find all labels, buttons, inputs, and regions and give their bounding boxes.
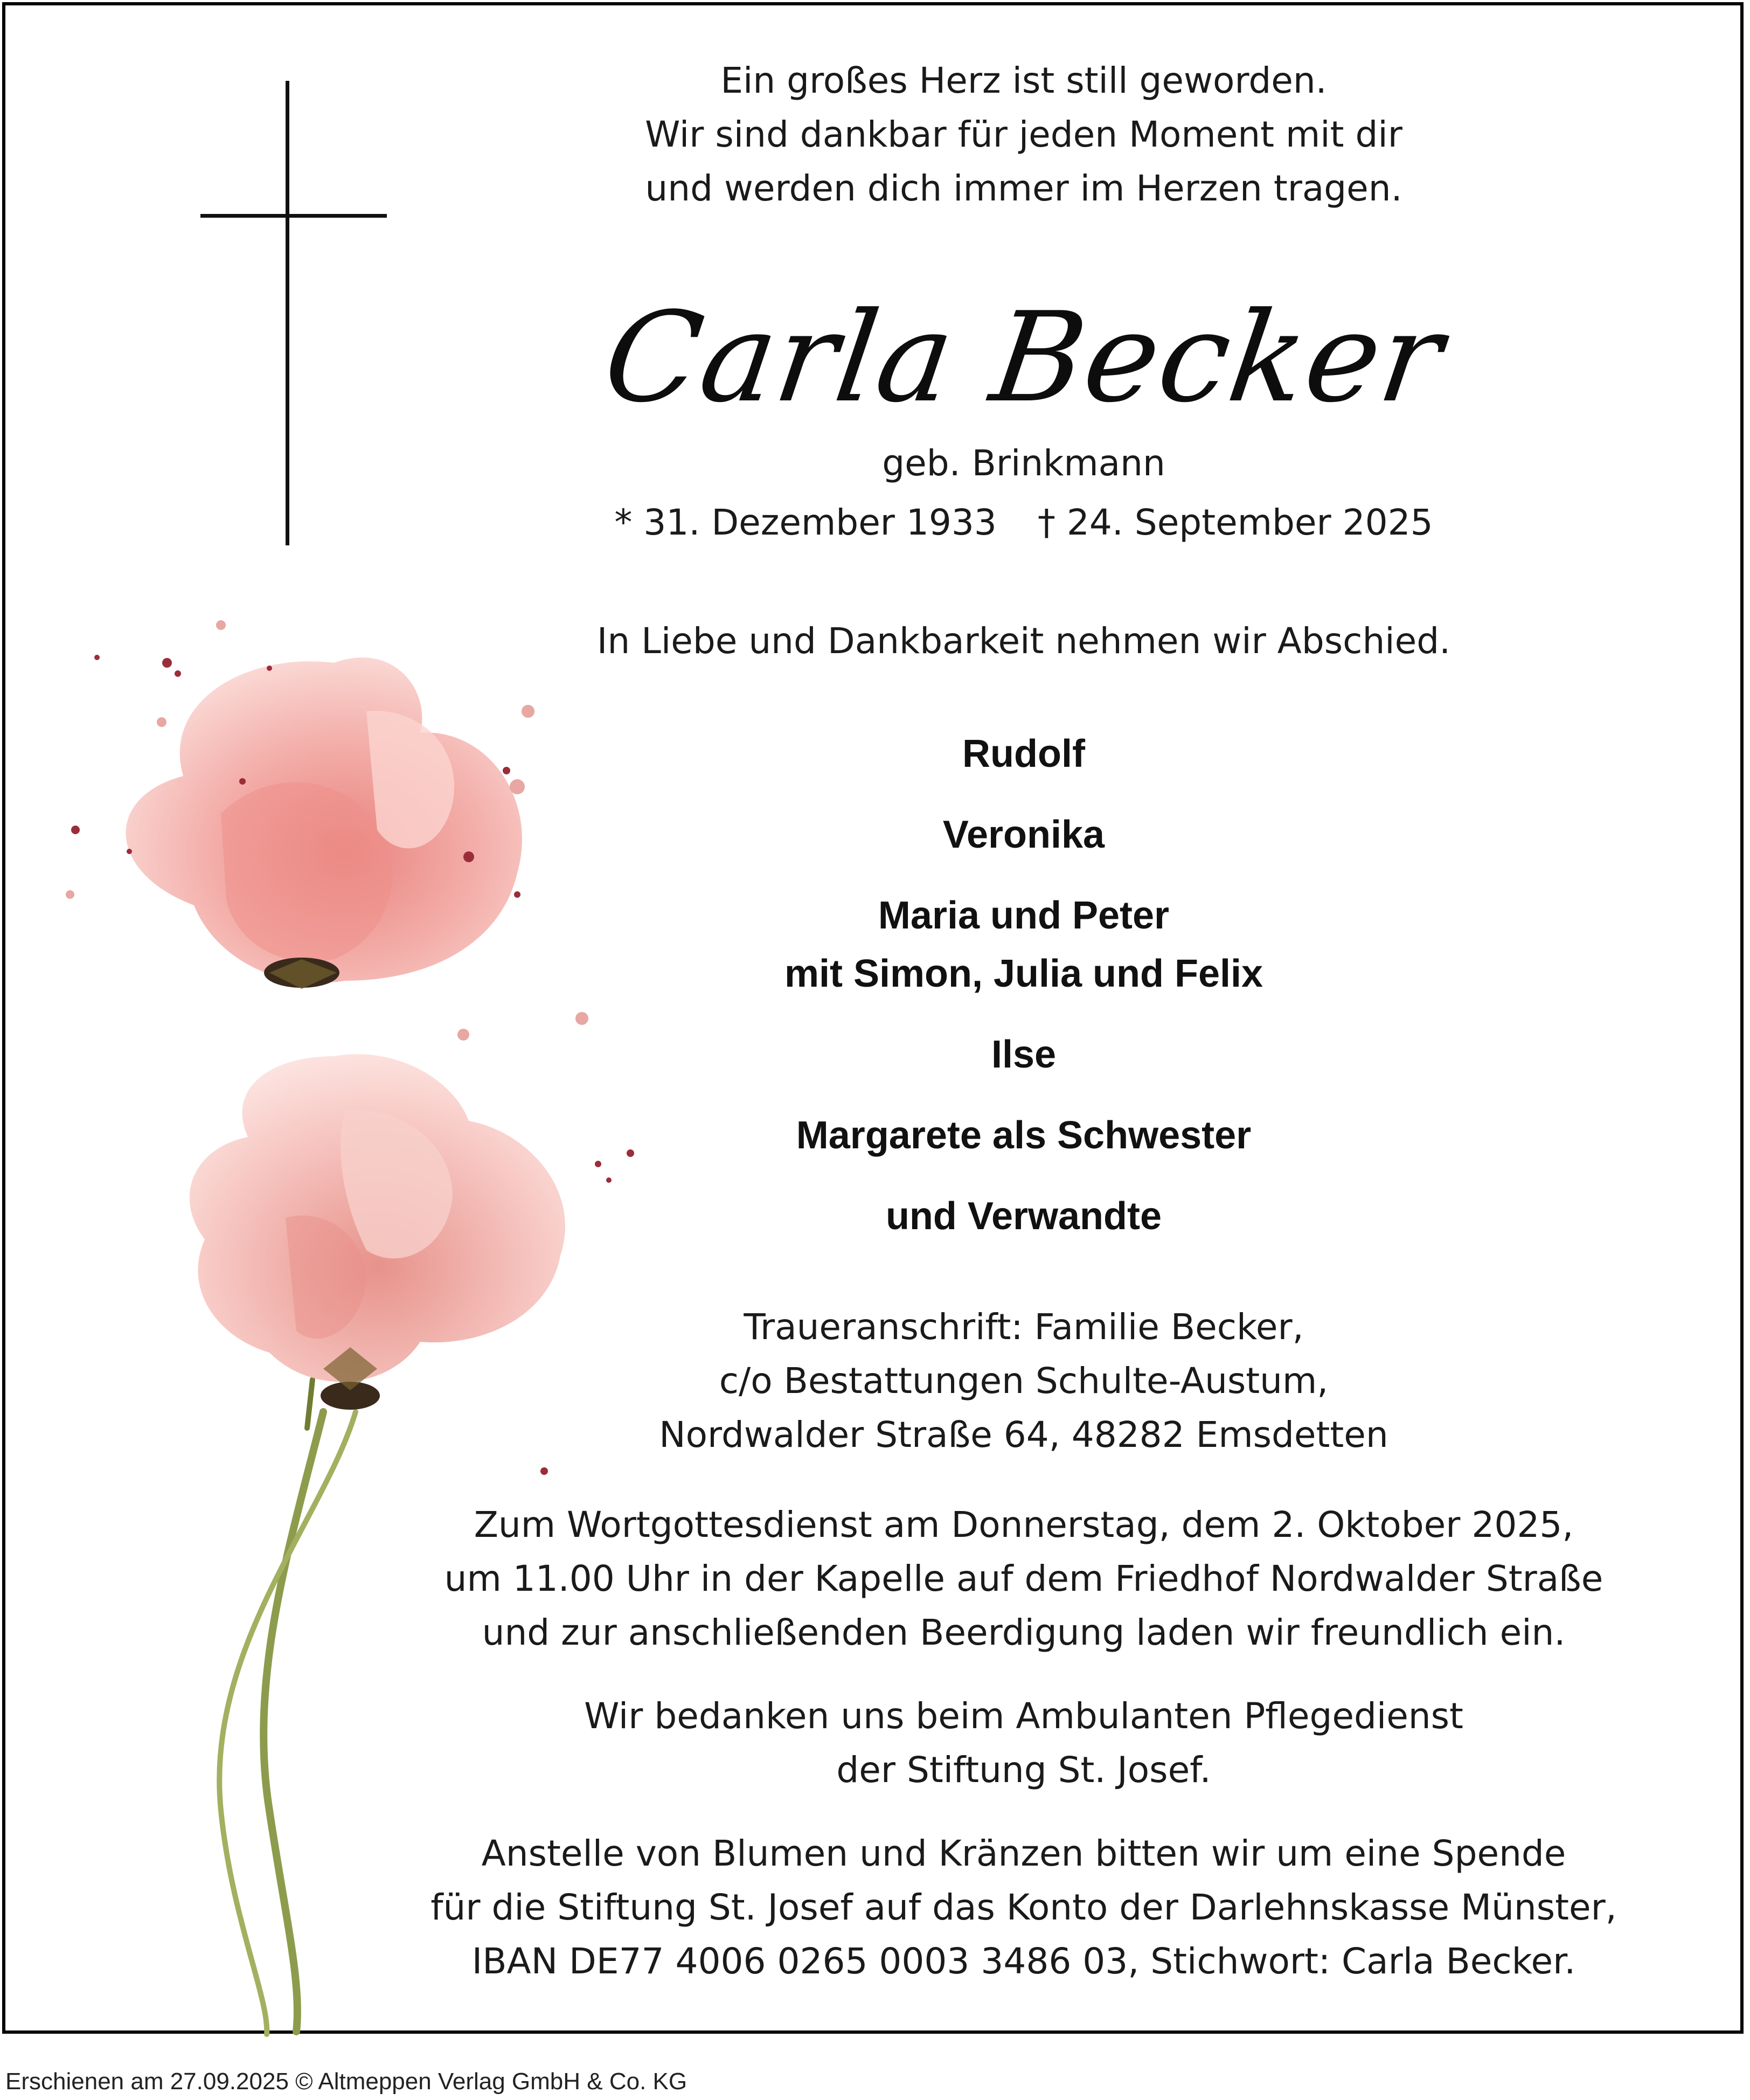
intro-line: und werden dich immer im Herzen tragen. xyxy=(645,168,1402,209)
donation-line: für die Stiftung St. Josef auf das Konto der Darlehnskasse Münster, xyxy=(430,1887,1617,1928)
farewell-line xyxy=(404,614,1643,668)
donation-request xyxy=(404,1827,1643,1988)
family-member: und Verwandte xyxy=(885,1195,1162,1238)
obituary-frame xyxy=(2,2,1744,2034)
mourning-address xyxy=(404,1300,1643,1462)
family-member: Veronika xyxy=(942,813,1105,856)
address-line: c/o Bestattungen Schulte-Austum, xyxy=(719,1360,1329,1402)
cross-icon xyxy=(286,81,289,545)
donation-line: IBAN DE77 4006 0265 0003 3486 03, Stichwort: Carla Becker. xyxy=(471,1940,1576,1982)
service-line: und zur anschließenden Beerdigung laden wir freundlich ein. xyxy=(482,1612,1566,1653)
service-line: um 11.00 Uhr in der Kapelle auf dem Friedhof Nordwalder Straße xyxy=(444,1558,1603,1599)
death-date: † 24. September 2025 xyxy=(1037,502,1433,543)
donation-line: Anstelle von Blumen und Kränzen bitten wir um eine Spende xyxy=(481,1833,1566,1874)
family-member: Ilse xyxy=(991,1033,1057,1076)
cross-icon-bar xyxy=(200,214,387,218)
publication-footer: Erschienen am 27.09.2025 © Altmeppen Verlag GmbH & Co. KG xyxy=(5,2068,688,2095)
thanks-line: der Stiftung St. Josef. xyxy=(836,1749,1211,1791)
farewell-text: In Liebe und Dankbarkeit nehmen wir Abschied. xyxy=(596,620,1451,662)
intro-line: Ein großes Herz ist still geworden. xyxy=(720,60,1327,101)
birth-name-text: geb. Brinkmann xyxy=(882,442,1165,484)
service-invitation xyxy=(404,1498,1643,1660)
deceased-name: Carla Becker xyxy=(596,286,1452,430)
intro-line: Wir sind dankbar für jeden Moment mit dir xyxy=(645,114,1402,155)
life-dates xyxy=(404,496,1643,550)
address-line: Traueranschrift: Familie Becker, xyxy=(744,1306,1304,1348)
service-line: Zum Wortgottesdienst am Donnerstag, dem 2. Oktober 2025, xyxy=(474,1504,1574,1545)
family-member: Margarete als Schwester xyxy=(796,1114,1252,1157)
birth-date: * 31. Dezember 1933 xyxy=(614,502,997,543)
family-list xyxy=(404,725,1643,1245)
thanks-line: Wir bedanken uns beim Ambulanten Pflegedienst xyxy=(584,1695,1463,1737)
family-member: mit Simon, Julia und Felix xyxy=(784,952,1263,995)
family-member: Rudolf xyxy=(962,732,1085,775)
intro-verse xyxy=(404,54,1643,216)
family-member: Maria und Peter xyxy=(878,894,1170,937)
thanks-note xyxy=(404,1689,1643,1797)
birth-name xyxy=(404,436,1643,490)
address-line: Nordwalder Straße 64, 48282 Emsdetten xyxy=(659,1414,1388,1456)
